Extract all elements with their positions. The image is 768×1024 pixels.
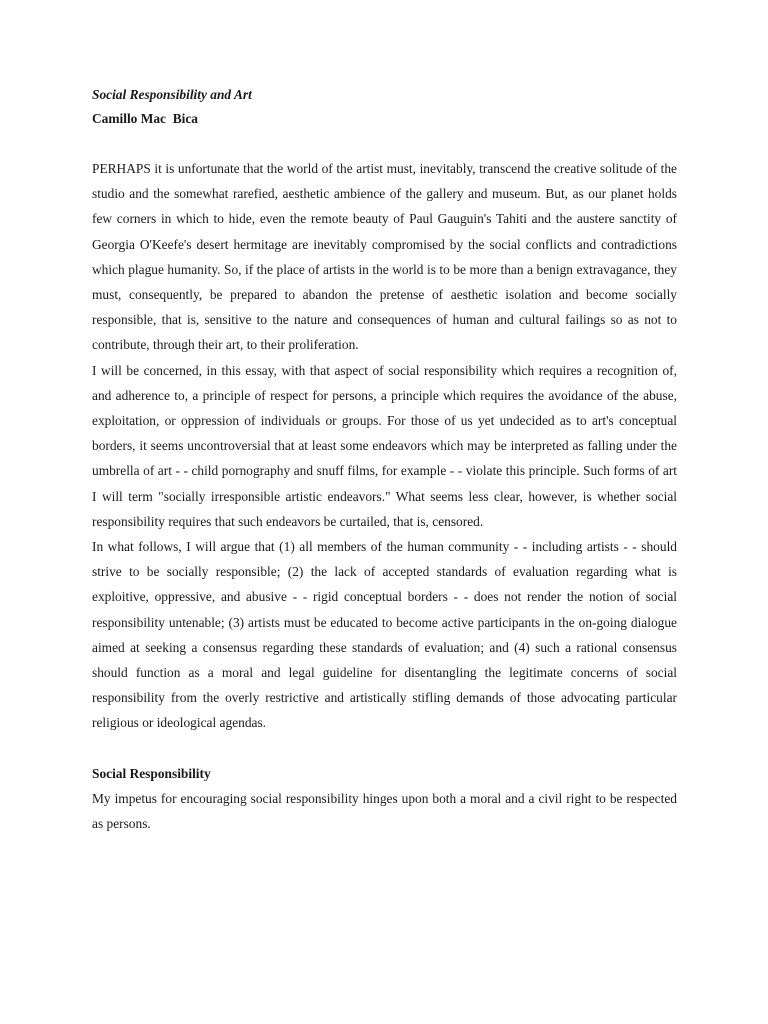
blank-line xyxy=(92,131,677,156)
paragraph-section: My impetus for encouraging social responsibility hinges upon both a moral and a civil right to be respected as persons. xyxy=(92,790,677,831)
paragraph-argument: In what follows, I will argue that (1) all members of the human community - - including artists - - should strive to be socially responsible; (2) the lack of accepted standards of evaluation regarding what is exploitive, oppressive, and abusive - - rigid conceptual borders - - does not render the notion of social responsibility untenable; (3) artists must be educated to become active participants in the on-going dialogue aimed at seeking a consensus regarding these standards of evaluation; and (4) such a rational consensus should function as a moral and legal guideline for disentangling the legitimate concerns of social responsibility from the overly restrictive and artistically stifling demands of those advocating particular religious or ideological agendas. xyxy=(92,539,677,731)
paragraph-intro: PERHAPS it is unfortunate that the world of the artist must, inevitably, transcend the creative solitude of the studio and the somewhat rarefied, aesthetic ambience of the gallery and museum. But, as our planet holds few corners in which to hide, even the remote beauty of Paul Gauguin's Tahiti and the austere sanctity of Georgia O'Keefe's desert hermitage are inevitably compromised by the social conflicts and contradictions which plague humanity. So, if the place of artists in the world is to be more than a benign extravagance, they must, consequently, be prepared to abandon the pretense of aesthetic isolation and become socially responsible, that is, sensitive to the nature and consequences of human and cultural failings so as not to contribute, through their art, to their proliferation. xyxy=(92,161,677,353)
essay-title: Social Responsibility and Art xyxy=(92,87,252,102)
essay-author: Camillo Mac Bica xyxy=(92,111,198,126)
paragraph-concern: I will be concerned, in this essay, with that aspect of social responsibility which requires a recognition of, and adherence to, a principle of respect for persons, a principle which requires the avoidance of the abuse, exploitation, or oppression of individuals or groups. For those of us yet undecided as to art's conceptual borders, it seems uncontroversial that at least some endeavors which may be interpreted as falling under the umbrella of art - - child pornography and snuff films, for example - - violate this principle. Such forms of art I will term "socially irresponsible artistic endeavors." What seems less clear, however, is whether social responsibility requires that such endeavors be curtailed, that is, censored. xyxy=(92,362,677,529)
blank-line xyxy=(92,736,677,761)
section-heading: Social Responsibility xyxy=(92,765,211,781)
document-body xyxy=(92,84,677,836)
